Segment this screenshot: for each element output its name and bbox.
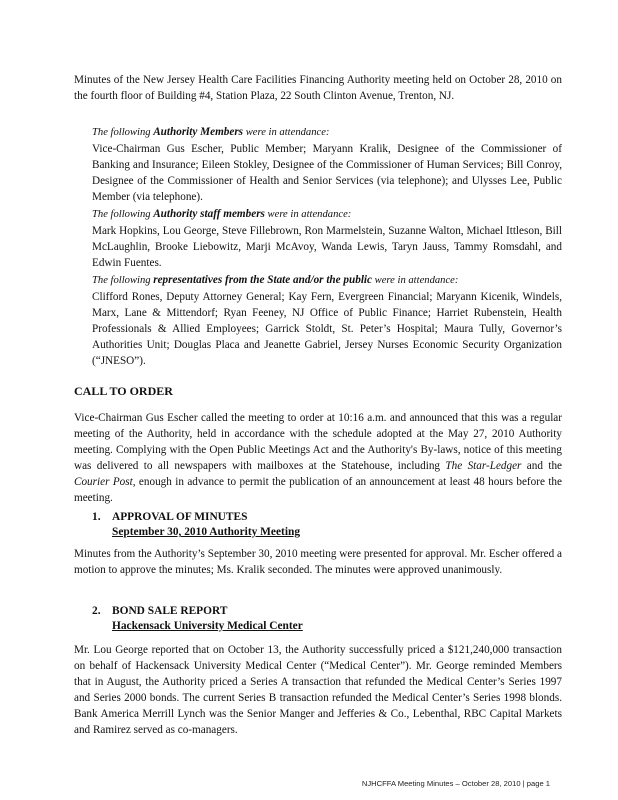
call-to-order-paragraph: Vice-Chairman Gus Escher called the meeting to order at 10:16 a.m. and announced that this was a regular meeting of the Authority, held in accordance with the schedule adopted at the May 27, 2010 Authority meeting. Complying with the Open Public Meetings Act and the Authority's By-laws, notice of this meeting was delivered to all newspapers with mailboxes at the Statehouse, including The Star-Ledger and the Courier Post, enough in advance to permit the publication of an announcement at least 48 hours before the meeting. (74, 412, 562, 504)
members-list: Vice-Chairman Gus Escher, Public Member; Maryann Kralik, Designee of the Commissioner of Banking and Insurance; Eileen Stokley, Designee of the Commissioner of Human Services; Bill Conroy, Designee of the Commissioner of Health and Senior Services (via telephone); and Ulysses Lee, Public Member (via telephone). (92, 143, 562, 203)
item-2-heading: 2. BOND SALE REPORT Hackensack University Medical Center (92, 605, 303, 632)
page-footer: NJHCFFA Meeting Minutes – October 28, 2010 | page 1 (361, 779, 550, 788)
item-1-heading: 1. APPROVAL OF MINUTES September 30, 2010 Authority Meeting (92, 511, 301, 538)
members-intro: The following Authority Members were in attendance: (92, 126, 330, 138)
public-intro: The following representatives from the State and/or the public were in attendance: (92, 274, 459, 286)
call-to-order-heading: CALL TO ORDER (74, 384, 173, 398)
header-paragraph: Minutes of the New Jersey Health Care Facilities Financing Authority meeting held on October 28, 2010 on the fourth floor of Building #4, Station Plaza, 22 South Clinton Avenue, Trenton, NJ. (74, 74, 562, 102)
public-section (92, 272, 562, 369)
item-1-paragraph: Minutes from the Authority’s September 30, 2010 meeting were presented for approval. Mr. Escher offered a motion to approve the minutes; Ms. Kralik seconded. The minutes were approved unanimously. (74, 548, 562, 576)
item-2-paragraph: Mr. Lou George reported that on October 13, the Authority successfully priced a $121,240,000 transaction on behalf of Hackensack University Medical Center (“Medical Center”). Mr. George reminded Members that in August, the Authority priced a Series A transaction that refunded the Medical Center’s Series 1997 and Series 2000 bonds. The current Series B transaction refunded the Medical Center’s Series 1998 blonds. Bank America Merrill Lynch was the Senior Manger and Jefferies & Co., Lebenthal, RBC Capital Markets and Ramirez served as co-managers. (74, 644, 562, 736)
staff-list: Mark Hopkins, Lou George, Steve Fillebrown, Ron Marmelstein, Suzanne Walton, Michael Ittleson, Bill McLaughlin, Brooke Liebowitz, Marji McAvoy, Wanda Lewis, Taryn Jauss, Tammy Romsdahl, and Edwin Fuentes. (92, 225, 562, 269)
public-list: Clifford Rones, Deputy Attorney General; Kay Fern, Evergreen Financial; Maryann Kicenik, Windels, Marx, Lane & Mittendorf; Ryan Feeney, NJ Office of Public Finance; Harriet Rubenstein, Health Professionals & Allied Employees; Garrick Stoldt, St. Peter’s Hospital; Maura Tully, Governor’s Authorities Unit; Douglas Placa and Jeanette Gabriel, Jersey Nurses Economic Security Organization (“JNESO”). (92, 291, 562, 367)
staff-section (92, 206, 562, 271)
item-1-subtitle: September 30, 2010 Authority Meeting (112, 526, 301, 538)
staff-intro: The following Authority staff members were in attendance: (92, 208, 352, 220)
members-section (92, 124, 562, 205)
item-2-subtitle: Hackensack University Medical Center (112, 620, 303, 632)
